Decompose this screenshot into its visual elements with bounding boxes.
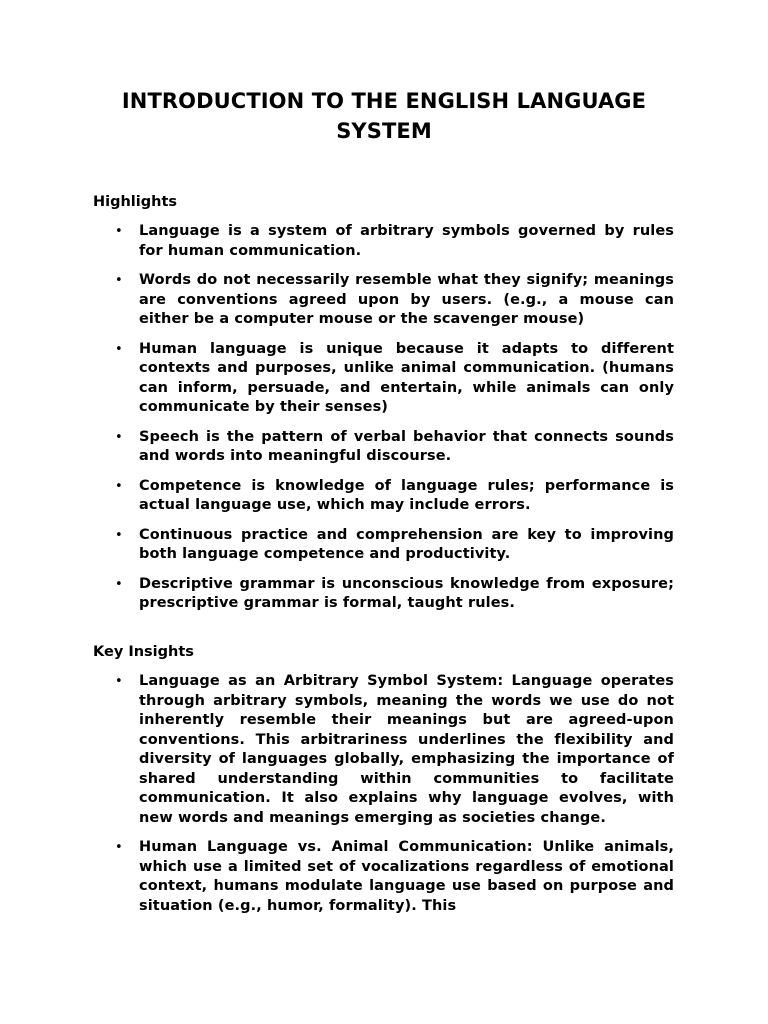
document-title: INTRODUCTION TO THE ENGLISH LANGUAGE SYSTEM xyxy=(121,89,647,143)
insight-topic: Human Language vs. Animal Communication: xyxy=(139,839,533,855)
insight-item xyxy=(93,838,674,916)
highlight-text: Language is a system of arbitrary symbols governed by rules for human communication. xyxy=(139,223,674,259)
highlight-text: Words do not necessarily resemble what they signify; meanings are conventions agreed upon by users. (e.g., a mouse can either be a computer mouse or the scavenger mouse) xyxy=(139,272,674,327)
bullet-icon: • xyxy=(115,224,123,239)
highlight-text: Descriptive grammar is unconscious knowledge from exposure; prescriptive grammar is formal, taught rules. xyxy=(139,575,674,611)
key-insights-heading: Key Insights xyxy=(93,644,194,660)
insight-text: Unlike animals, which use a limited set of vocalizations regardless of emotional context, humans modulate language use based on purpose and situation (e.g., humor, formality). This xyxy=(139,839,674,914)
highlight-text: Speech is the pattern of verbal behavior that connects sounds and words into meaningful discourse. xyxy=(139,428,674,464)
highlight-item xyxy=(93,526,674,565)
highlight-text: Continuous practice and comprehension are key to improving both language competence and productivity. xyxy=(139,526,674,562)
bullet-icon: • xyxy=(115,840,123,855)
insight-topic: Language as an Arbitrary Symbol System: xyxy=(139,673,504,689)
highlight-item xyxy=(93,271,674,330)
highlights-heading: Highlights xyxy=(93,194,178,210)
bullet-icon: • xyxy=(115,674,123,689)
bullet-icon: • xyxy=(115,576,123,592)
highlight-item xyxy=(93,575,674,614)
bullet-icon: • xyxy=(115,341,123,357)
highlights-list xyxy=(93,222,674,624)
key-insights-list xyxy=(93,672,674,926)
highlight-item xyxy=(93,477,674,516)
bullet-icon: • xyxy=(115,478,123,494)
highlight-item xyxy=(93,428,674,467)
highlight-item xyxy=(93,222,674,261)
bullet-icon: • xyxy=(115,429,123,445)
bullet-icon: • xyxy=(115,527,123,543)
highlight-item xyxy=(93,340,674,418)
highlight-text: Competence is knowledge of language rules; performance is actual language use, which may include errors. xyxy=(139,477,674,513)
insight-item xyxy=(93,672,674,828)
bullet-icon: • xyxy=(115,273,123,288)
highlight-text: Human language is unique because it adapts to different contexts and purposes, unlike animal communication. (humans can inform, persuade, and entertain, while animals can only communicate by their senses) xyxy=(139,340,674,415)
insight-text: Language operates through arbitrary symbols, meaning the words we use do not inherently resemble their meanings but are agreed-upon conventions. This arbitrariness underlines the flexibility and diversity of languages globally, emphasizing the importance of shared understanding within communities to facilitate communication. It also explains why language evolves, with new words and meanings emerging as societies change. xyxy=(139,673,675,826)
